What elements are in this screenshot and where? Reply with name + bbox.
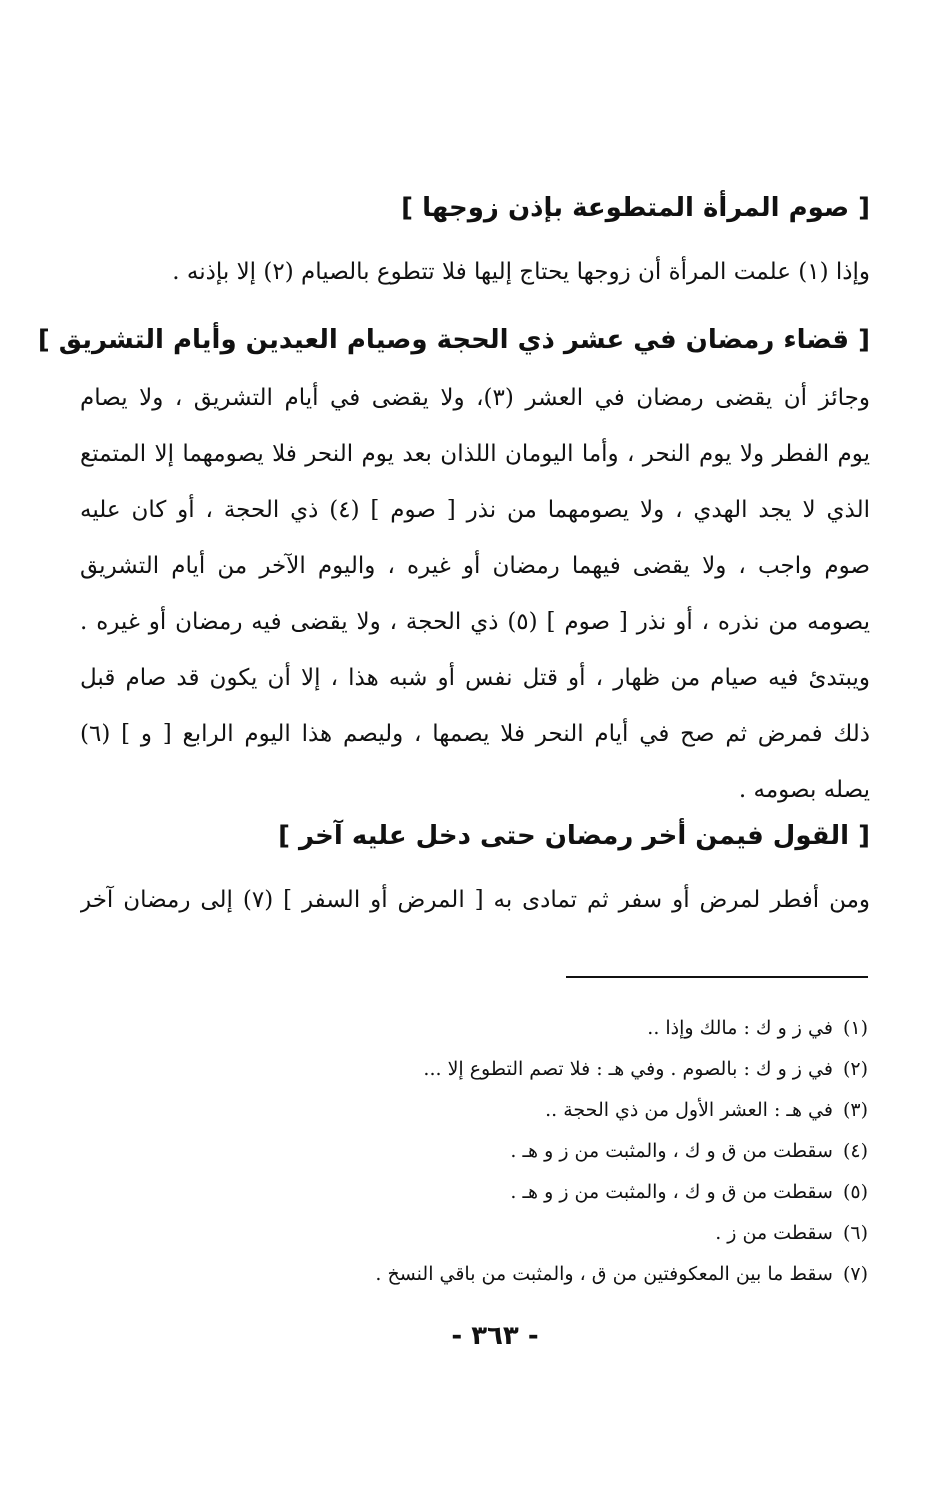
footnote-3 bbox=[300, 1090, 868, 1131]
body-line: يصومه من نذره ، أو نذر [ صوم ] (٥) ذي الحجة ، ولا يقضى فيه رمضان أو غيره . bbox=[80, 609, 870, 635]
footnote-number: (١) bbox=[842, 1017, 868, 1039]
body-line: ومن أفطر لمرض أو سفر ثم تمادى به [ المرض أو السفر ] (٧) إلى رمضان آخر bbox=[80, 887, 870, 913]
footnote-text: سقط ما بين المعكوفتين من ق ، والمثبت من باقي النسخ . bbox=[375, 1263, 833, 1285]
section-heading-2: [ قضاء رمضان في عشر ذي الحجة وصيام العيدين وأيام التشريق ] bbox=[37, 325, 870, 355]
footnote-text: سقطت من ق و ك ، والمثبت من ز و هـ . bbox=[510, 1140, 833, 1162]
footnotes bbox=[300, 1008, 868, 1295]
footnote-number: (٦) bbox=[842, 1222, 868, 1244]
body-line: ويبتدئ فيه صيام من ظهار ، أو قتل نفس أو شبه هذا ، إلا أن يكون قد صام قبل bbox=[80, 665, 870, 691]
footnote-number: (٢) bbox=[842, 1058, 868, 1080]
body-line: وإذا (١) علمت المرأة أن زوجها يحتاج إليها فلا تتطوع بالصيام (٢) إلا بإذنه . bbox=[172, 259, 870, 285]
footnote-text: في ز و ك : بالصوم . وفي هـ : فلا تصم التطوع إلا ... bbox=[423, 1058, 833, 1080]
footnote-7 bbox=[300, 1254, 868, 1295]
footnote-number: (٧) bbox=[842, 1263, 868, 1285]
footnote-text: سقطت من ق و ك ، والمثبت من ز و هـ . bbox=[510, 1181, 833, 1203]
body-line: صوم واجب ، ولا يقضى فيهما رمضان أو غيره ، واليوم الآخر من أيام التشريق bbox=[80, 553, 870, 579]
body-line: يوم الفطر ولا يوم النحر ، وأما اليومان اللذان بعد يوم النحر فلا يصومهما إلا المتمتع bbox=[80, 441, 870, 467]
footnote-divider bbox=[566, 976, 868, 978]
section-heading-3: [ القول فيمن أخر رمضان حتى دخل عليه آخر ] bbox=[278, 821, 870, 851]
footnote-number: (٥) bbox=[842, 1181, 868, 1203]
footnote-4 bbox=[300, 1131, 868, 1172]
footnote-2 bbox=[300, 1049, 868, 1090]
body-line: وجائز أن يقضى رمضان في العشر (٣)، ولا يقضى في أيام التشريق ، ولا يصام bbox=[80, 385, 870, 411]
section-body-2 bbox=[80, 370, 870, 818]
section-heading-1: [ صوم المرأة المتطوعة بإذن زوجها ] bbox=[401, 193, 870, 223]
section-body-3 bbox=[80, 872, 870, 928]
footnote-number: (٣) bbox=[842, 1099, 868, 1121]
footnote-text: في ز و ك : مالك وإذا .. bbox=[647, 1017, 833, 1039]
section-body-1 bbox=[80, 244, 870, 300]
footnote-1 bbox=[300, 1008, 868, 1049]
body-line: الذي لا يجد الهدي ، ولا يصومهما من نذر [ صوم ] (٤) ذي الحجة ، أو كان عليه bbox=[80, 497, 870, 523]
body-line: يصله بصومه . bbox=[738, 777, 870, 803]
footnote-text: في هـ : العشر الأول من ذي الحجة .. bbox=[545, 1099, 833, 1121]
body-line: ذلك فمرض ثم صح في أيام النحر فلا يصمها ، وليصم هذا اليوم الرابع [ و ] (٦) bbox=[80, 721, 870, 747]
footnote-number: (٤) bbox=[842, 1140, 868, 1162]
footnote-5 bbox=[300, 1172, 868, 1213]
page-number: - ٣٦٣ - bbox=[451, 1321, 539, 1351]
footnote-text: سقطت من ز . bbox=[715, 1222, 833, 1244]
footnote-6 bbox=[300, 1213, 868, 1254]
